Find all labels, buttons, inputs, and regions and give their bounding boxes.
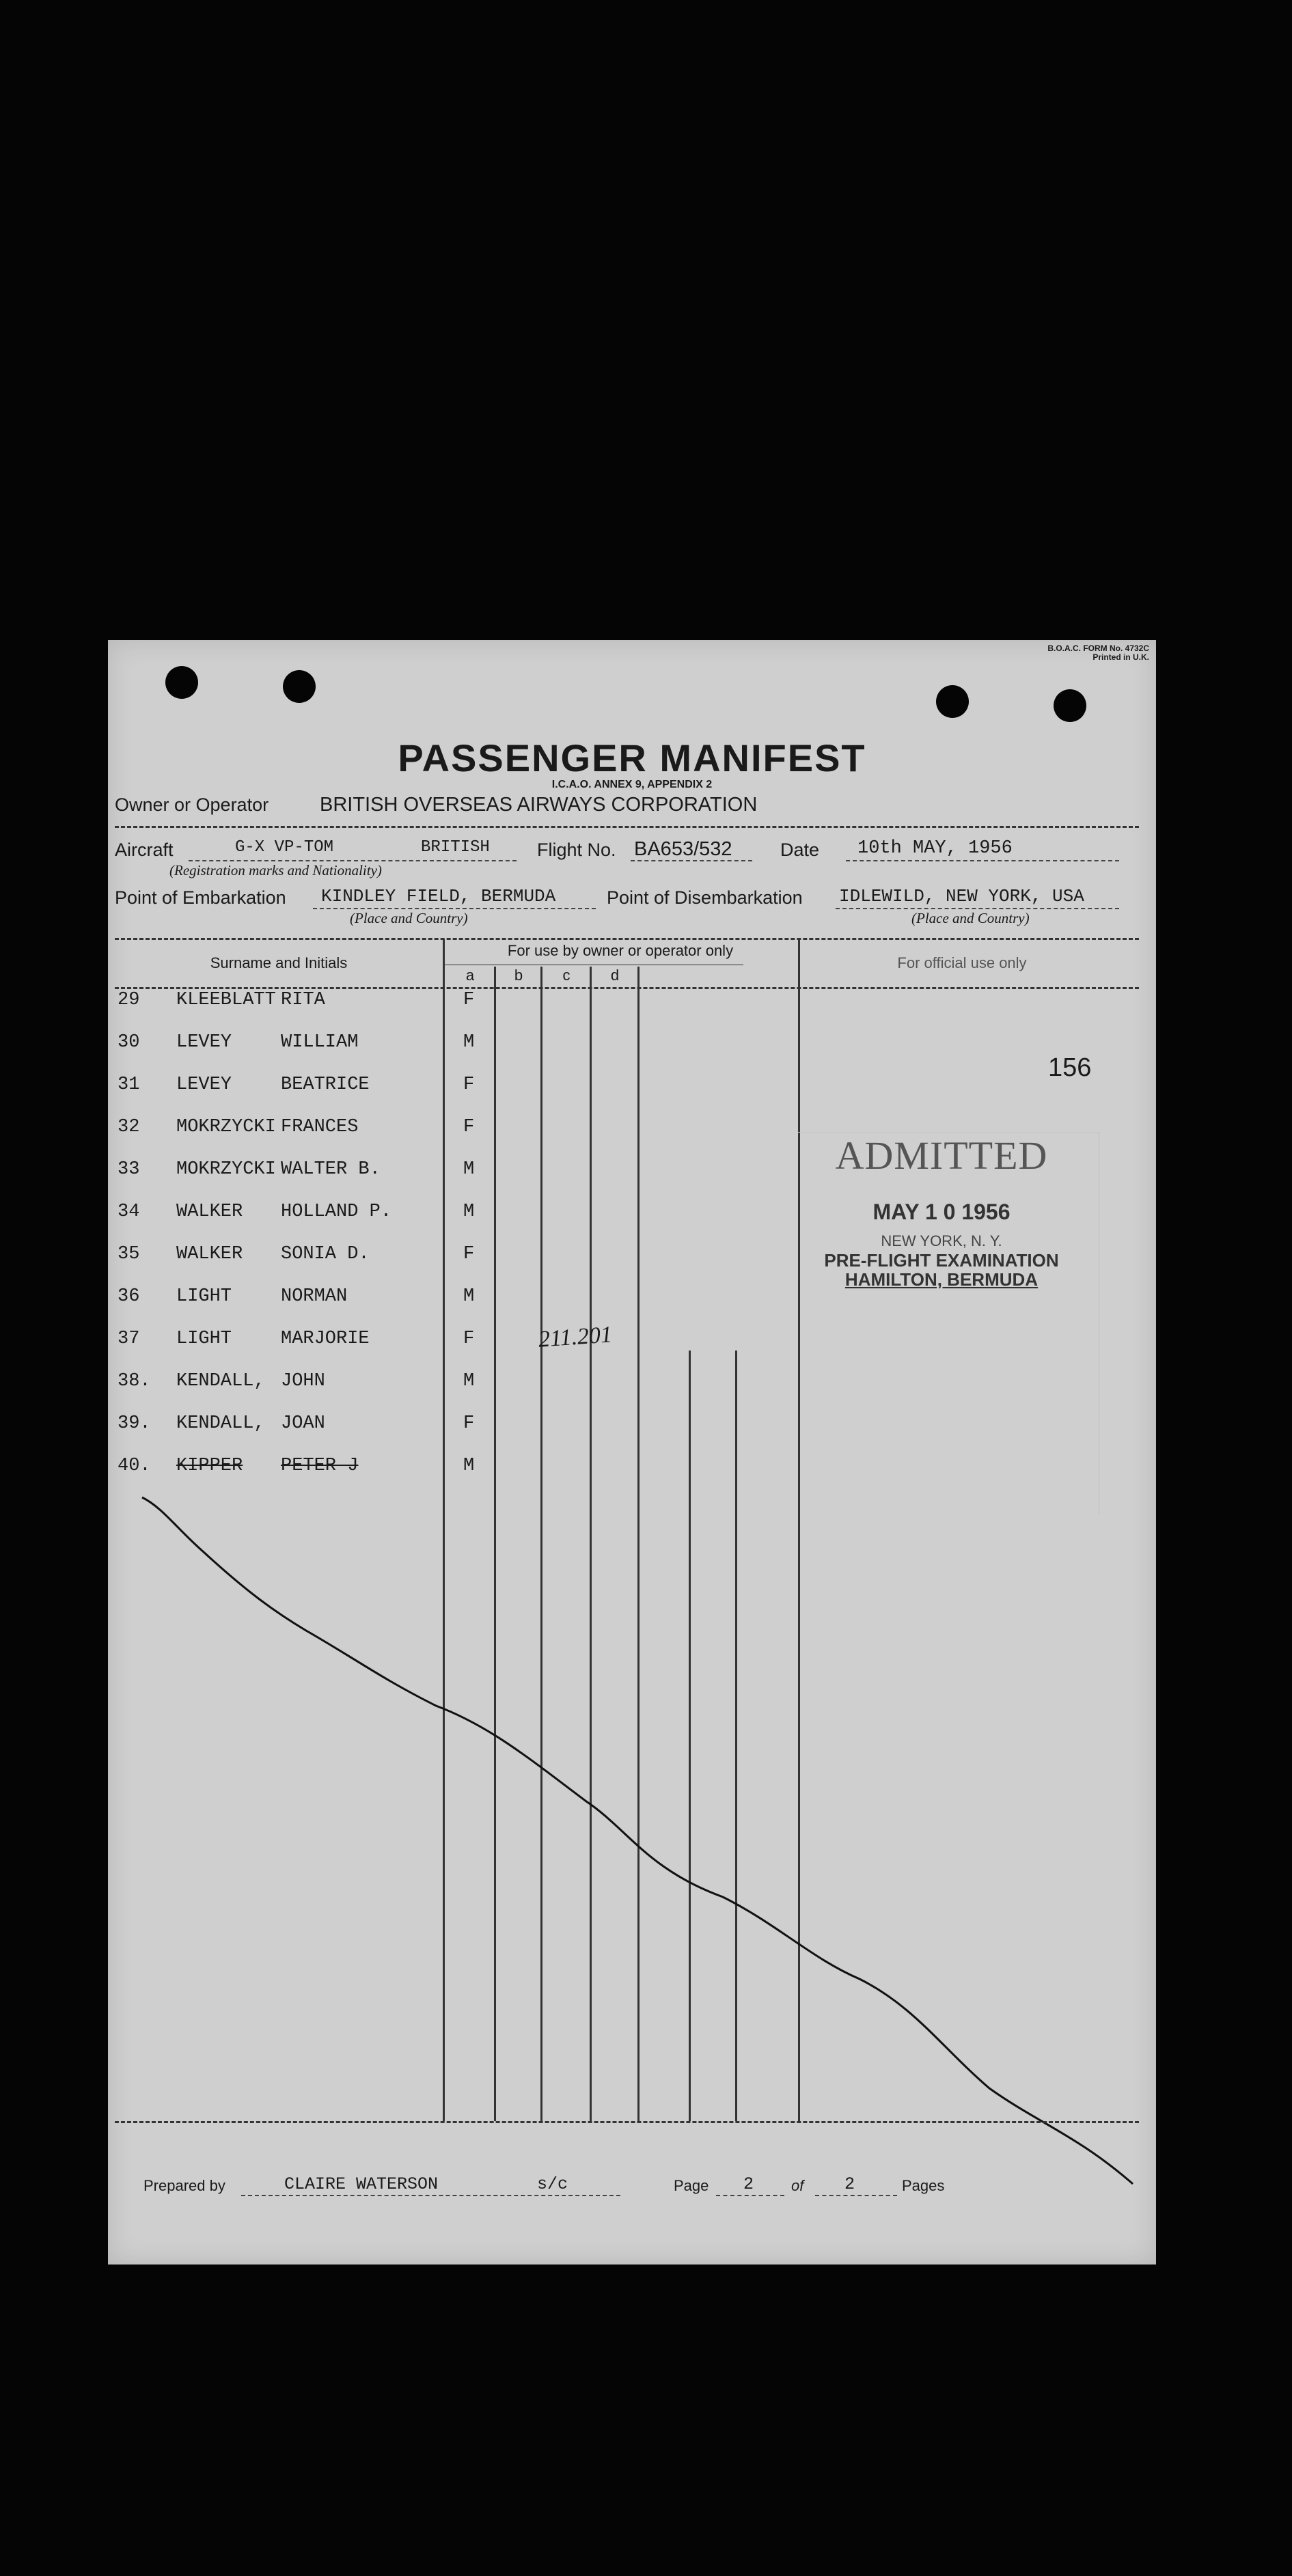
passenger-given-name: NORMAN [281,1286,348,1307]
embarkation-value: KINDLEY FIELD, BERMUDA [321,886,556,906]
footer-rule [115,2121,1139,2123]
row-number: 31 [118,1075,140,1095]
page-number-stamp: 156 [1048,1053,1092,1082]
passenger-given-name: MARJORIE [281,1329,370,1349]
passenger-sex: M [463,1032,475,1053]
flight-value: BA653/532 [634,838,732,860]
passenger-surname: WALKER [176,1202,243,1222]
passenger-given-name: HOLLAND P. [281,1202,392,1222]
passenger-surname: KENDALL, [176,1371,265,1391]
col-header-d: d [610,967,620,984]
passenger-surname: LIGHT [176,1329,232,1349]
disembarkation-label: Point of Disembarkation [607,887,803,908]
passenger-surname: KENDALL, [176,1413,265,1434]
passenger-given-name: JOHN [281,1371,325,1391]
stamp-date: MAY 1 0 1956 [872,1200,1011,1224]
row-number: 36 [118,1286,140,1307]
form-number-print: Printed in U.K. [1092,652,1149,662]
row-number: 37 [118,1329,140,1349]
embarkation-label: Point of Embarkation [115,887,286,908]
row-number: 34 [118,1202,140,1222]
row-number: 38. [118,1371,151,1391]
disembarkation-note: (Place and Country) [911,910,1030,926]
passenger-sex: F [463,1329,475,1349]
col-header-c: c [562,967,571,984]
prepared-label: Prepared by [143,2177,225,2194]
passenger-given-name: WALTER B. [281,1159,381,1180]
row-number: 35 [118,1244,140,1264]
passenger-given-name: FRANCES [281,1117,359,1137]
passenger-surname: KLEEBLATT [176,990,276,1010]
passenger-surname: MOKRZYCKI [176,1159,276,1180]
page-value: 2 [743,2174,754,2194]
aircraft-nationality: BRITISH [421,838,490,857]
passenger-surname: WALKER [176,1244,243,1264]
passenger-sex: F [463,1413,475,1434]
col-header-a: a [465,967,475,984]
stamp-city: NEW YORK, N. Y. [881,1232,1002,1249]
disembarkation-value: IDLEWILD, NEW YORK, USA [839,886,1084,906]
passenger-given-name: RITA [281,990,325,1010]
passenger-sex: M [463,1202,475,1222]
row-number: 33 [118,1159,140,1180]
passenger-sex: F [463,990,475,1010]
passenger-given-name: WILLIAM [281,1032,359,1053]
aircraft-label: Aircraft [115,840,174,860]
admitted-text: ADMITTED [835,1133,1048,1178]
manifest-sheet [108,640,1156,2265]
of-line [815,2195,897,2196]
passenger-surname: LEVEY [176,1032,232,1053]
name-column-header: Surname and Initials [210,954,348,971]
passenger-surname: KIPPER [176,1456,243,1476]
aircraft-value: G-X VP-TOM [235,838,334,857]
passenger-sex: M [463,1371,475,1391]
passenger-given-name: JOAN [281,1413,325,1434]
passenger-surname: LEVEY [176,1075,232,1095]
row-number: 40. [118,1456,151,1476]
page-line [716,2195,784,2196]
row-number: 39. [118,1413,151,1434]
of-value: 2 [844,2174,855,2194]
passenger-surname: LIGHT [176,1286,232,1307]
passenger-sex: F [463,1075,475,1095]
stamp-line2: HAMILTON, BERMUDA [844,1269,1039,1290]
page-label: Page [674,2177,709,2194]
owner-use-header: For use by owner or operator only [507,942,734,959]
prepared-role: s/c [537,2174,568,2194]
date-label: Date [780,840,820,860]
owner-value: BRITISH OVERSEAS AIRWAYS CORPORATION [320,794,758,816]
handwritten-note: 211.201 [537,1322,614,1353]
passenger-surname: MOKRZYCKI [176,1117,276,1137]
stamp-line1: PRE-FLIGHT EXAMINATION [824,1250,1059,1271]
col-header-b: b [514,967,523,984]
embarkation-note: (Place and Country) [350,910,468,926]
passenger-given-name: BEATRICE [281,1075,370,1095]
page-title: PASSENGER MANIFEST [398,736,866,779]
prepared-value: CLAIRE WATERSON [284,2174,439,2194]
date-value: 10th MAY, 1956 [857,838,1013,859]
row-number: 32 [118,1117,140,1137]
row-number: 30 [118,1032,140,1053]
prepared-line [241,2195,620,2196]
passenger-sex: M [463,1456,475,1476]
pages-label: Pages [902,2177,945,2194]
passenger-sex: F [463,1117,475,1137]
right-column-header: For official use only [897,954,1027,971]
flight-label: Flight No. [537,840,616,860]
aircraft-note: (Registration marks and Nationality) [169,862,382,878]
form-number-line: B.O.A.C. FORM No. 4732C [1047,643,1149,653]
passenger-given-name: PETER J [281,1456,359,1476]
row-number: 29 [118,990,140,1010]
page-subtitle: I.C.A.O. ANNEX 9, APPENDIX 2 [551,779,713,790]
cancellation-line [108,640,1156,2265]
passenger-given-name: SONIA D. [281,1244,370,1264]
of-label: of [791,2177,804,2194]
passenger-sex: M [463,1159,475,1180]
passenger-sex: F [463,1244,475,1264]
passenger-sex: M [463,1286,475,1307]
owner-label: Owner or Operator [115,794,269,815]
